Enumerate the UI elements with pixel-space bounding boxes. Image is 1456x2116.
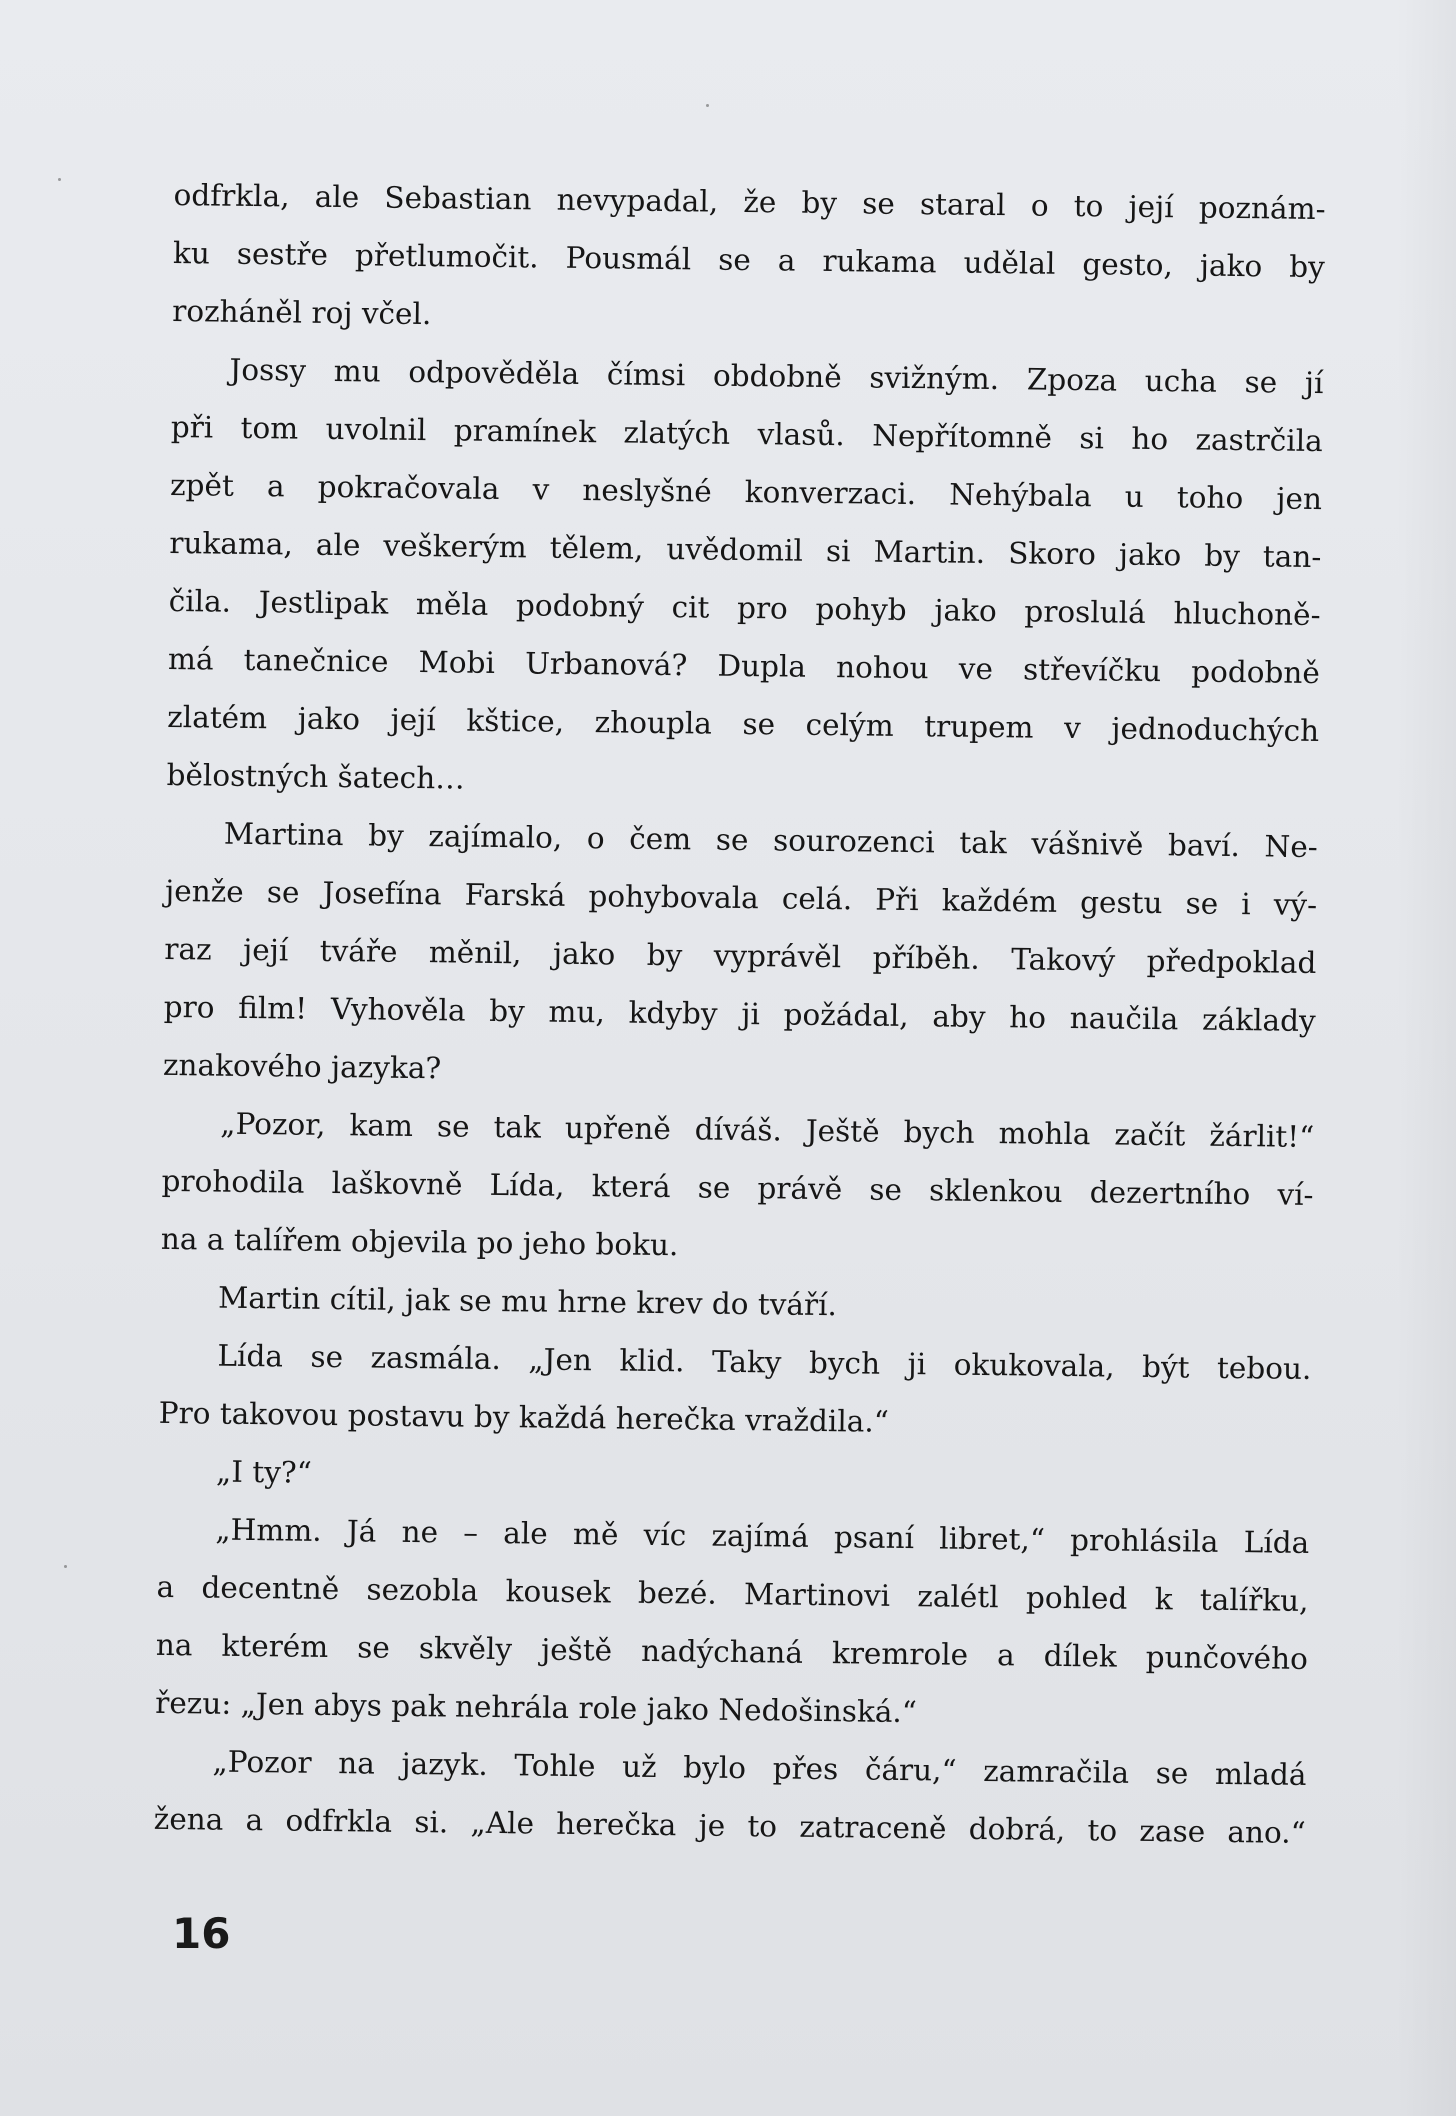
text-line: na a talířem objevila po jeho boku. [160, 1221, 679, 1263]
text-line: řezu: „Jen abys pak nehrála role jako Nedošinská.“ [155, 1685, 918, 1730]
text-line: zpět a pokračovala v neslyšné konverzaci. Nehýbala u toho jen [169, 467, 1323, 517]
paper-speck [58, 178, 61, 181]
text-line: rukama, ale veškerým tělem, uvědomil si Martin. Skoro jako by tan- [169, 525, 1322, 575]
text-line: Martina by zajímalo, o čem se sourozenci tak vášnivě baví. Ne- [223, 816, 1318, 865]
text-line: při tom uvolnil pramínek zlatých vlasů. Nepřítomně si ho zastrčila [170, 409, 1323, 459]
text-line: má tanečnice Mobi Urbanová? Dupla nohou ve střevíčku podobně [167, 641, 1321, 691]
text-line: Martin cítil, jak se mu hrne krev do tváří. [217, 1280, 838, 1323]
text-line: a decentně sezobla kousek bezé. Martinovi zalétl pohled k talířku, [156, 1569, 1309, 1618]
text-line: odfrkla, ale Sebastian nevypadal, že by se staral o to její poznám- [173, 177, 1326, 227]
text-line: pro film! Vyhověla by mu, kdyby ji požádal, aby ho naučila základy [163, 989, 1316, 1039]
text-line: „I ty?“ [215, 1454, 312, 1490]
text-line: zlatém jako její kštice, zhoupla se celým trupem v jednoduchých [167, 699, 1320, 749]
text-line: bělostných šatech… [166, 757, 465, 796]
text-line: „Pozor, kam se tak upřeně díváš. Ještě bych mohla začít žárlit!“ [220, 1106, 1315, 1155]
text-line: „Pozor na jazyk. Tohle už bylo přes čáru,“ zamračila se mladá [212, 1744, 1307, 1792]
text-line: čila. Jestlipak měla podobný cit pro pohyb jako proslulá hluchoně- [168, 583, 1321, 633]
text-line: raz její tváře měnil, jako by vyprávěl příběh. Takový předpoklad [164, 931, 1317, 981]
page-number: 16 [172, 1909, 231, 1958]
body-text [153, 166, 1325, 1862]
text-line: Lída se zasmála. „Jen klid. Taky bych ji okukovala, být tebou. [217, 1338, 1312, 1386]
text-line: Pro takovou postavu by každá herečka vraždila.“ [158, 1395, 890, 1439]
text-line: na kterém se skvěly ještě nadýchaná kremrole a dílek punčového [155, 1627, 1309, 1676]
text-line: „Hmm. Já ne – ale mě víc zajímá psaní libret,“ prohlásila Lída [215, 1512, 1310, 1560]
text-line: znakového jazyka? [162, 1047, 442, 1086]
text-line: ku sestře přetlumočit. Pousmál se a rukama udělal gesto, jako by [172, 235, 1326, 285]
text-line: rozháněl roj včel. [172, 293, 432, 332]
text-line: jenže se Josefína Farská pohybovala celá. Při každém gestu se i vý- [164, 873, 1318, 923]
paper-speck [64, 1565, 67, 1568]
text-line: prohodila laškovně Lída, která se právě se sklenkou dezertního ví- [161, 1163, 1314, 1212]
text-line: žena a odfrkla si. „Ale herečka je to zatraceně dobrá, to zase ano.“ [153, 1801, 1306, 1850]
text-line: Jossy mu odpověděla čímsi obdobně svižným. Zpoza ucha se jí [229, 352, 1324, 401]
paper-speck [706, 104, 709, 107]
